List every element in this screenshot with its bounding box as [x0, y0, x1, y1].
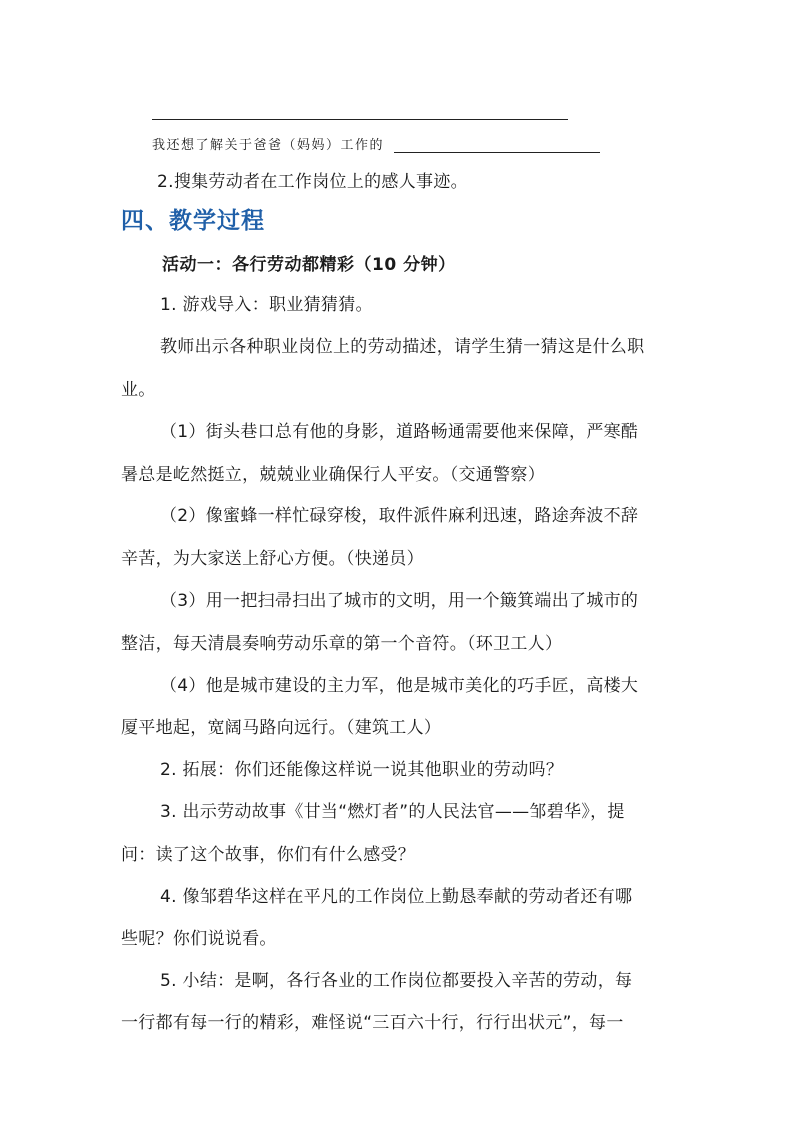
riddle-1-line-1: （1）街头巷口总有他的身影，道路畅通需要他来保障，严寒酷	[160, 422, 639, 442]
answer-blank-line[interactable]	[152, 119, 568, 120]
riddle-4-line-2: 厦平地起，宽阔马路向远行。（建筑工人）	[121, 718, 442, 738]
step-4-line-1: 4. 像邹碧华这样在平凡的工作岗位上勤恳奉献的劳动者还有哪	[160, 887, 633, 907]
riddle-3-line-2: 整洁，每天清晨奏响劳动乐章的第一个音符。（环卫工人）	[121, 634, 563, 654]
prep-item-2: 2.搜集劳动者在工作岗位上的感人事迹。	[157, 172, 468, 192]
step-2: 2. 拓展：你们还能像这样说一说其他职业的劳动吗？	[160, 760, 564, 780]
step-3-line-2: 问：读了这个故事，你们有什么感受？	[121, 845, 416, 865]
wish-fill-line	[152, 134, 600, 153]
wish-answer-blank[interactable]	[394, 136, 600, 153]
riddle-1-line-2: 暑总是屹然挺立，兢兢业业确保行人平安。（交通警察）	[121, 465, 545, 485]
section-heading: 四、教学过程	[121, 208, 265, 234]
riddle-2-line-2: 辛苦，为大家送上舒心方便。（快递员）	[121, 549, 424, 569]
intro-line-1: 教师出示各种职业岗位上的劳动描述，请学生猜一猜这是什么职	[160, 337, 645, 357]
riddle-4-line-1: （4）他是城市建设的主力军，他是城市美化的巧手匠，高楼大	[160, 676, 639, 696]
riddle-3-line-1: （3）用一把扫帚扫出了城市的文明，用一个簸箕端出了城市的	[160, 591, 639, 611]
activity-title: 活动一：各行劳动都精彩（10 分钟）	[162, 255, 456, 275]
step-3-line-1: 3. 出示劳动故事《甘当“燃灯者”的人民法官——邹碧华》，提	[160, 802, 625, 822]
wish-prompt: 我还想了解关于爸爸（妈妈）工作的	[152, 138, 385, 153]
step-5-line-2: 一行都有每一行的精彩，难怪说“三百六十行，行行出状元”，每一	[121, 1013, 624, 1033]
step-4-line-2: 些呢？你们说说看。	[121, 929, 277, 949]
step-1: 1. 游戏导入：职业猜猜猜。	[160, 295, 373, 315]
intro-line-2: 业。	[121, 380, 156, 400]
step-5-line-1: 5. 小结：是啊，各行各业的工作岗位都要投入辛苦的劳动，每	[160, 971, 633, 991]
riddle-2-line-1: （2）像蜜蜂一样忙碌穿梭，取件派件麻利迅速，路途奔波不辞	[160, 506, 639, 526]
